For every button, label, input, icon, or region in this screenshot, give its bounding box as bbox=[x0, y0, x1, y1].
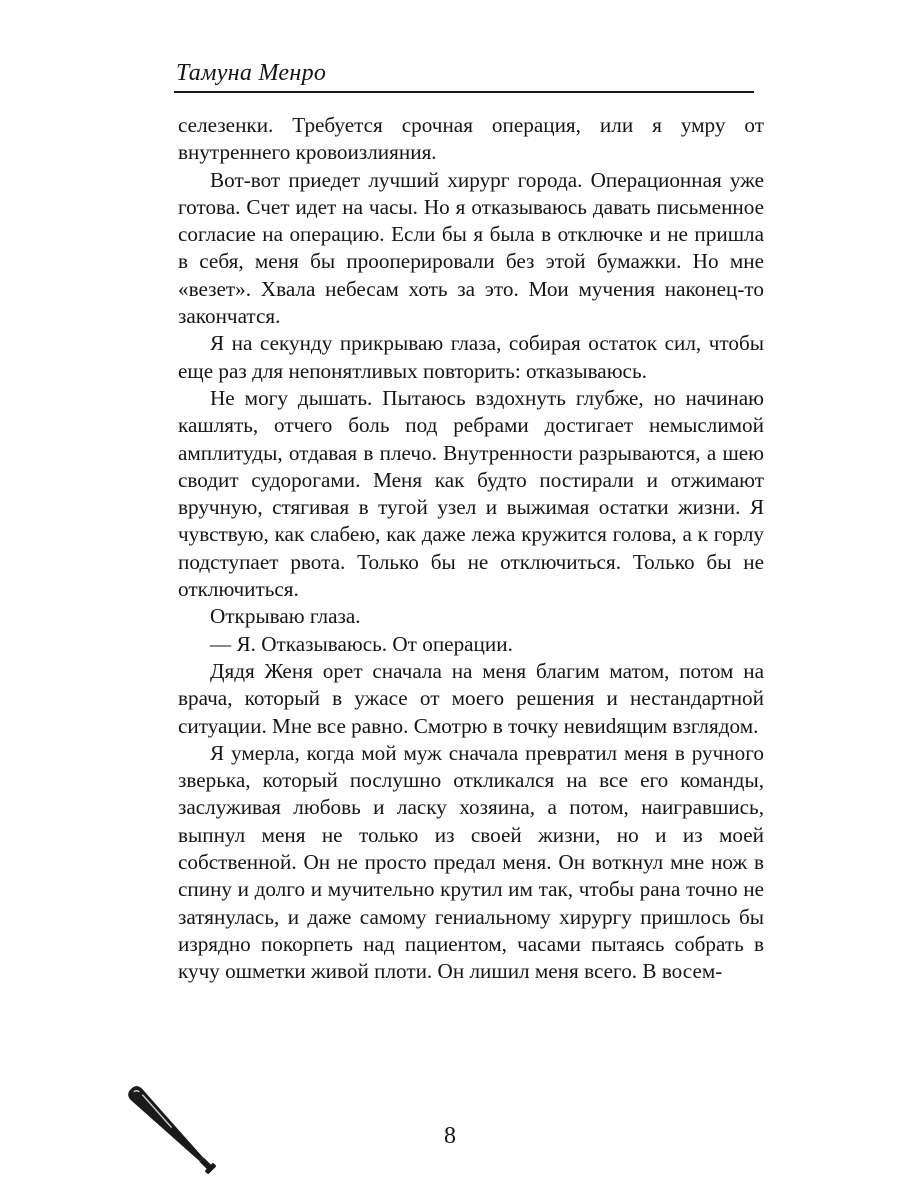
paragraph: Вот-вот приедет лучший хирург города. Операционная уже готова. Счет идет на часы. Но я отказываюсь давать письменное согласие на операцию. Если бы я была в отключке и не пришла в себя, меня бы прооперировали без этой бумажки. Но мне «везет». Хвала небесам хоть за это. Мои мучения наконец-то закончатся. bbox=[178, 167, 764, 329]
page-number: 8 bbox=[444, 1123, 456, 1149]
body-text bbox=[178, 112, 764, 986]
paragraph: Дядя Женя орет сначала на меня благим матом, потом на врача, который в ужасе от моего решения и нестандартной ситуации. Мне все равно. Смотрю в точку невиdящим взглядом. bbox=[178, 658, 764, 738]
paragraph: Открываю глаза. bbox=[210, 604, 361, 629]
paragraph: Я на секунду прикрываю глаза, собирая остаток сил, чтобы еще раз для непонятливых повторить: отказываюсь. bbox=[178, 331, 764, 383]
header-rule bbox=[174, 91, 754, 93]
paragraph: селезенки. Требуется срочная операция, или я умру от внутреннего кровоизлияния. bbox=[178, 113, 764, 165]
paragraph: Я умерла, когда мой муж сначала превратил меня в ручного зверька, который послушно откликался на все его команды, заслуживая любовь и ласку хозяина, а потом, наигравшись, выпнул меня не только из своей жизни, но и из моей собственной. Он не просто предал меня. Он воткнул мне нож в спину и долго и мучительно крутил им так, чтобы рана точно не затянулась, и даже самому гениальному хирургу пришлось бы изрядно покорпеть над пациентом, часами пытаясь собрать в кучу ошметки живой плоти. Он лишил меня всего. В восем- bbox=[178, 740, 764, 984]
running-head-author: Тамуна Менро bbox=[176, 60, 327, 86]
paragraph: Не могу дышать. Пытаюсь вздохнуть глубже, но начинаю кашлять, отчего боль под ребрами достигает немыслимой амплитуды, отдавая в плечо. Внутренности разрываются, а шею сводит судорогами. Меня как будто постирали и отжимают вручную, стягивая в тугой узел и выжимая остатки жизни. Я чувствую, как слабею, как даже лежа кружится голова, а к горлу подступает рвота. Только бы не отключиться. Только бы не отключиться. bbox=[178, 385, 764, 602]
dialogue-line: — Я. Отказываюсь. От операции. bbox=[210, 631, 513, 656]
